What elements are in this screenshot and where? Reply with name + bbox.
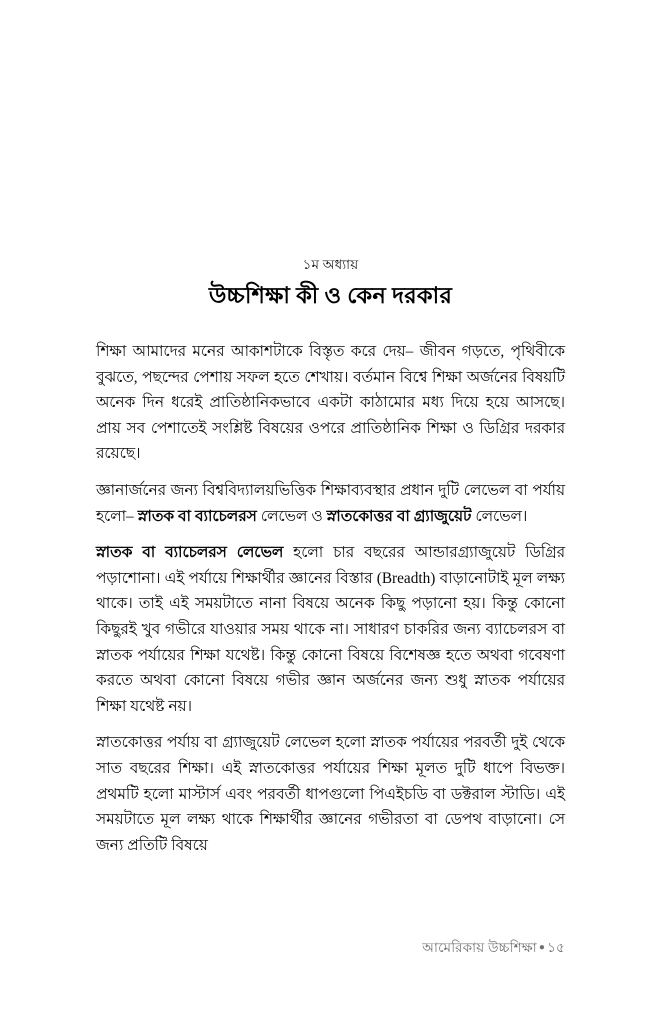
- page-footer: [96, 938, 565, 958]
- paragraph-4-text: স্নাতকোত্তর পর্যায় বা গ্র্যাজুয়েট লেভেল হলো স্নাতক পর্যায়ের পরবর্তী দুই থেকে সাত বছরের শিক্ষা। এই স্নাতকোত্তর পর্যায়ের শিক্ষা মূলত দুটি ধাপে বিভক্ত। প্রথমটি হলো মাস্টার্স এবং পরবর্তী ধাপগুলো পিএইচডি বা ডক্টরাল স্টাডি। এই সময়টাতে মূল লক্ষ্য থাকে শিক্ষার্থীর জ্ঞানের গভীরতা বা ডেপথ বাড়ানো। সে জন্য প্রতিটি বিষয়ে: [96, 734, 565, 854]
- footer-page-number: ১৫: [547, 940, 565, 955]
- body-paragraph-4: [96, 730, 565, 858]
- body-paragraph-3: [96, 540, 565, 719]
- paragraph-3-latin-term: (Breadth): [376, 569, 436, 587]
- footer-separator-dot: ●: [538, 942, 546, 953]
- paragraph-2-bold-2: স্নাতকোত্তর বা গ্র্যাজুয়েট: [326, 507, 472, 525]
- paragraph-3-part-2: বাড়ানোটাই মূল লক্ষ্য থাকে। তাই এই সময়টাতে নানা বিষয়ে অনেক কিছু পড়ানো হয়। কিন্তু কোনো কিছুরই খুব গভীরে যাওয়ার সময় থাকে না। সাধারণ চাকরির জন্য ব্যাচেলরস বা স্নাতক পর্যায়ের শিক্ষা যথেষ্ট। কিন্তু কোনো বিষয়ে বিশেষজ্ঞ হতে অথবা গবেষণা করতে অথবা কোনো বিষয়ে গভীর জ্ঞান অর্জনের জন্য শুধু স্নাতক পর্যায়ের শিক্ষা যথেষ্ট নয়।: [96, 569, 565, 715]
- chapter-title: উচ্চশিক্ষা কী ও কেন দরকার: [208, 283, 453, 308]
- paragraph-2-part-3: লেভেল।: [471, 507, 528, 525]
- body-paragraph-2: [96, 478, 565, 529]
- paragraph-3-bold-1: স্নাতক বা ব্যাচেলরস লেভেল: [96, 544, 284, 562]
- paragraph-3-part-1: হলো চার বছরের আন্ডারগ্র্যাজুয়েট ডিগ্রির পড়াশোনা। এই পর্যায়ে শিক্ষার্থীর জ্ঞানের বিস্তার: [96, 544, 565, 587]
- paragraph-2-part-2: লেভেল ও: [256, 507, 327, 525]
- footer-book-title: আমেরিকায় উচ্চশিক্ষা: [422, 940, 537, 955]
- body-paragraph-1: [96, 339, 565, 467]
- paragraph-1-text: শিক্ষা আমাদের মনের আকাশটাকে বিস্তৃত করে দেয়– জীবন গড়তে, পৃথিবীকে বুঝতে, পছন্দের পেশায় সফল হতে শেখায়। বর্তমান বিশ্বে শিক্ষা অর্জনের বিষয়টি অনেক দিন ধরেই প্রাতিষ্ঠানিকভাবে একটা কাঠামোর মধ্য দিয়ে হয়ে আসছে। প্রায় সব পেশাতেই সংশ্লিষ্ট বিষয়ের ওপরে প্রাতিষ্ঠানিক শিক্ষা ও ডিগ্রির দরকার রয়েছে।: [96, 343, 565, 463]
- chapter-label: ১ম অধ্যায়: [302, 257, 359, 272]
- paragraph-2-bold-1: স্নাতক বা ব্যাচেলরস: [137, 507, 257, 525]
- paragraph-2-part-1: জ্ঞানার্জনের জন্য বিশ্ববিদ্যালয়ভিত্তিক শিক্ষাব্যবস্থার প্রধান দুটি লেভেল বা পর্যায় হলো–: [96, 481, 565, 525]
- page-content: [96, 255, 565, 858]
